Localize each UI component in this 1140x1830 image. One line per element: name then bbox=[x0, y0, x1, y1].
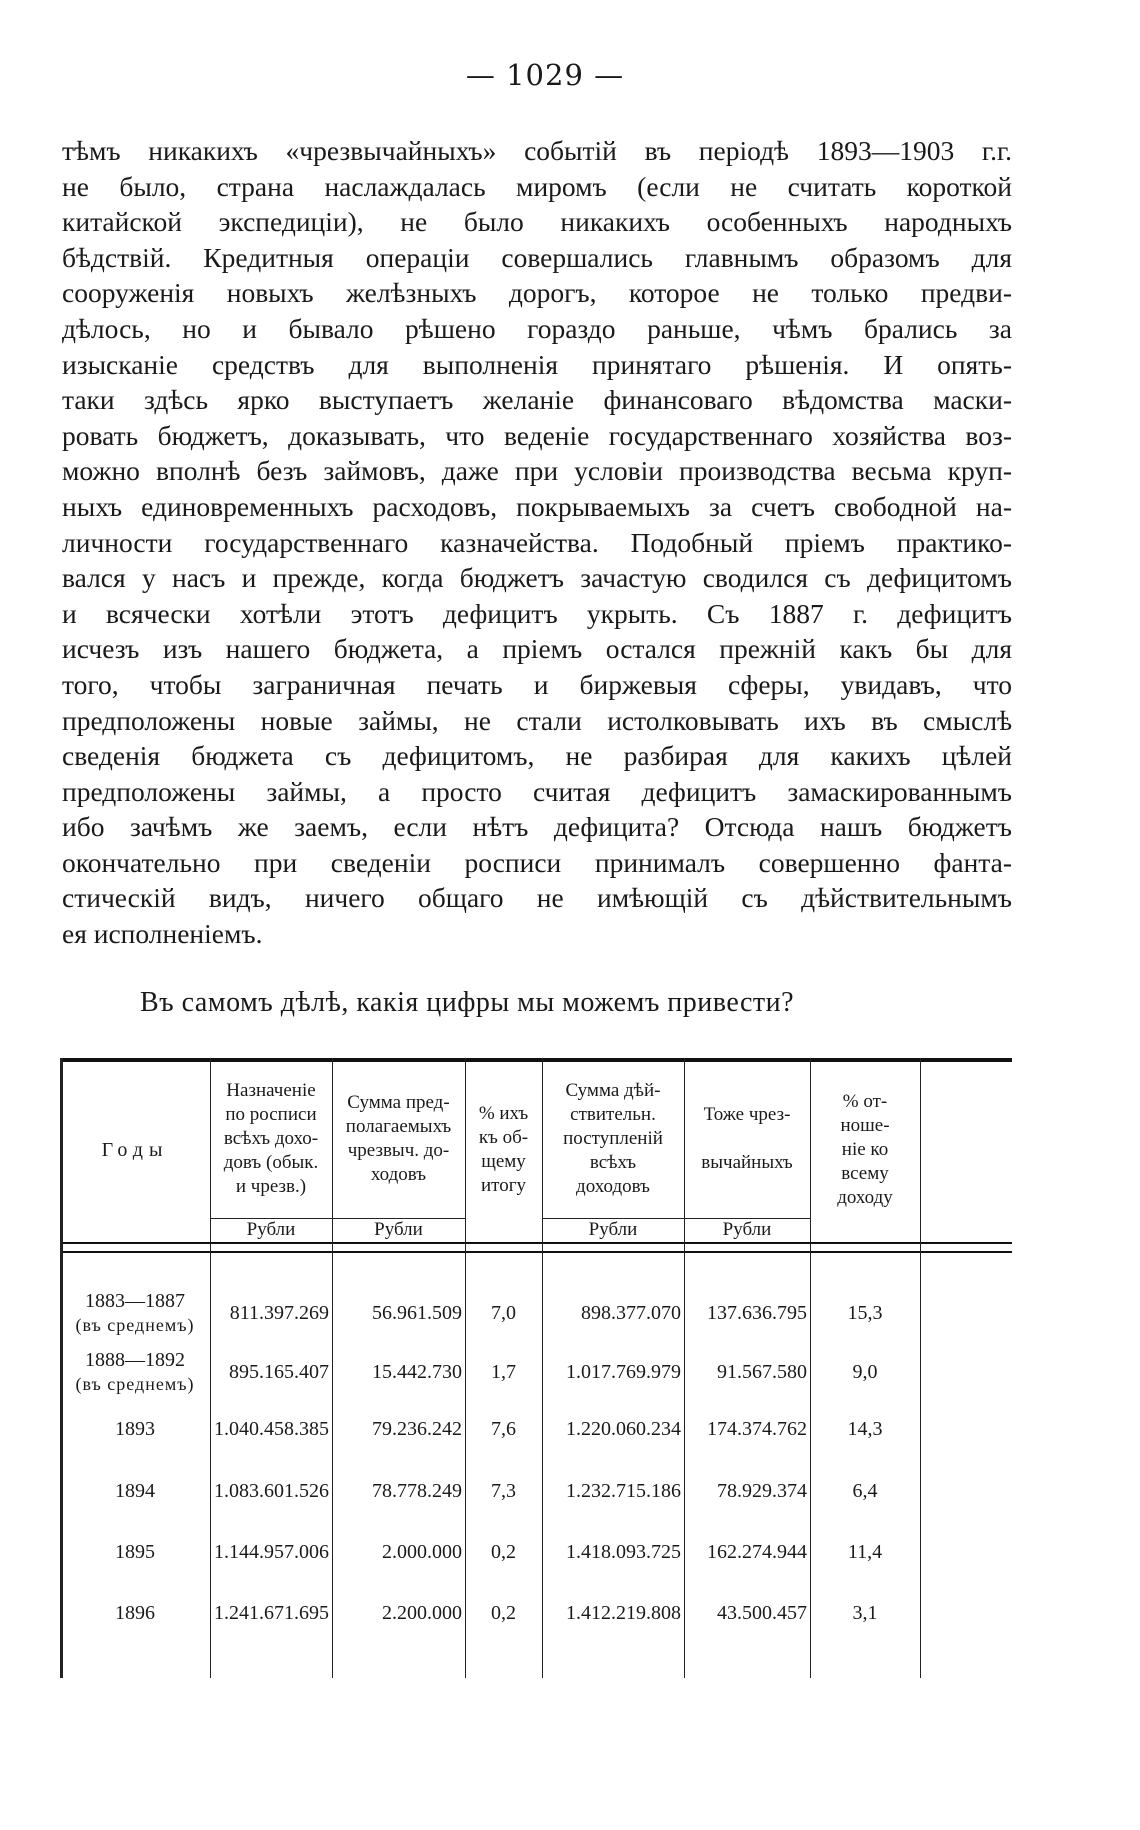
unit-assumed-extra: Рубли bbox=[374, 1219, 423, 1240]
cell-actual: 898.377.070 bbox=[581, 1301, 681, 1324]
text-line: дѣлось, но и бывало рѣшено гораздо раньше, чѣмъ брались за bbox=[62, 312, 1012, 344]
year-label: 1895 bbox=[115, 1541, 155, 1563]
text-line: окончательно при сведеніи росписи принималъ совершенно фанта- bbox=[62, 846, 1012, 878]
cell-year bbox=[60, 1463, 210, 1519]
cell-pct-total: 7,3 bbox=[491, 1479, 516, 1502]
cell-pct-income: 3,1 bbox=[852, 1601, 878, 1624]
table-row bbox=[60, 1585, 1012, 1641]
header-rule bbox=[60, 1242, 1012, 1244]
text-line: ибо зачѣмъ же заемъ, если нѣтъ дефицита? Отсюда нашъ бюджетъ bbox=[62, 811, 1012, 843]
unit-assigned: Рубли bbox=[246, 1219, 296, 1240]
cell-actual: 1.412.219.808 bbox=[566, 1601, 681, 1624]
text-line: ея исполненіемъ. bbox=[62, 918, 263, 950]
header-actual-extra: Тоже чрез- вычайныхъ bbox=[701, 1104, 793, 1173]
text-line: сведенія бюджета съ дефицитомъ, не разбирая для какихъ цѣлей bbox=[62, 740, 1012, 772]
text-line: не было, страна наслаждалась миромъ (если не считать короткой bbox=[62, 170, 1012, 202]
text-line: ровать бюджетъ, доказывать, что веденіе государственнаго хозяйства воз- bbox=[62, 419, 1012, 451]
cell-year bbox=[60, 1585, 210, 1641]
text-line: исчезъ изъ нашего бюджета, а пріемъ остался прежній какъ бы для bbox=[62, 633, 1012, 665]
text-line: ныхъ единовременныхъ расходовъ, покрываемыхъ за счетъ свободной на- bbox=[62, 490, 1012, 522]
cell-year bbox=[60, 1401, 210, 1457]
year-label: 1883—1887 bbox=[85, 1290, 185, 1312]
header-actual: Сумма дѣй- ствительн. поступленій всѣхъ доходовъ bbox=[563, 1080, 663, 1197]
year-label: 1894 bbox=[115, 1480, 155, 1502]
cell-assumed-extra: 2.200.000 bbox=[382, 1601, 462, 1624]
year-note: (въ среднемъ) bbox=[75, 1315, 195, 1335]
text-line: того, чтобы заграничная печать и биржевыя сферы, увидавъ, что bbox=[62, 668, 1012, 700]
cell-assumed-extra: 78.778.249 bbox=[372, 1479, 462, 1502]
cell-pct-income: 9,0 bbox=[852, 1360, 878, 1383]
text-line: изысканіе средствъ для выполненія принятаго рѣшенія. И опять- bbox=[62, 348, 1012, 380]
year-label: 1888—1892 bbox=[85, 1349, 185, 1371]
cell-pct-total: 0,2 bbox=[491, 1540, 516, 1563]
cell-pct-income: 14,3 bbox=[847, 1417, 883, 1440]
cell-actual-extra: 174.374.762 bbox=[707, 1417, 807, 1440]
cell-actual: 1.017.769.979 bbox=[566, 1360, 681, 1383]
cell-actual: 1.220.060.234 bbox=[566, 1417, 681, 1440]
cell-assumed-extra: 56.961.509 bbox=[372, 1301, 462, 1324]
text-line: предположены новые займы, не стали истолковывать ихъ въ смыслѣ bbox=[62, 704, 1012, 736]
cell-actual-extra: 91.567.580 bbox=[717, 1360, 807, 1383]
cell-assigned: 1.241.671.695 bbox=[214, 1601, 329, 1624]
cell-actual-extra: 78.929.374 bbox=[717, 1479, 807, 1502]
unit-actual: Рубли bbox=[588, 1219, 638, 1240]
cell-assumed-extra: 15.442.730 bbox=[372, 1360, 462, 1383]
header-years: Годы bbox=[101, 1139, 169, 1161]
cell-assumed-extra: 2.000.000 bbox=[382, 1540, 462, 1563]
text-line: бѣдствій. Кредитныя операціи совершались главнымъ образомъ для bbox=[62, 241, 1012, 273]
header-pct-income: % от- ноше- ніе ко всему доходу bbox=[837, 1091, 893, 1208]
unit-actual-extra: Рубли bbox=[722, 1219, 772, 1240]
text-line: предположены займы, а просто считая дефицитъ замаскированнымъ bbox=[62, 775, 1012, 807]
cell-pct-total: 7,6 bbox=[491, 1417, 516, 1440]
cell-pct-total: 7,0 bbox=[491, 1301, 516, 1324]
table-row bbox=[60, 1463, 1012, 1519]
header-assumed-extra: Сумма пред- полагаемыхъ чрезвыч. до- ходовъ bbox=[345, 1092, 452, 1185]
cell-actual-extra: 137.636.795 bbox=[707, 1301, 807, 1324]
cell-year bbox=[60, 1285, 210, 1341]
page-number: — 1029 — bbox=[465, 58, 625, 92]
header-rule-double bbox=[60, 1251, 1012, 1253]
text-line: таки здѣсь ярко выступаетъ желаніе финансоваго вѣдомства маски- bbox=[62, 384, 1012, 416]
header-pct-total: % ихъ къ об- щему итогу bbox=[478, 1103, 529, 1196]
text-line: китайской экспедиціи), не было никакихъ особенныхъ народныхъ bbox=[62, 206, 1012, 238]
cell-actual: 1.232.715.186 bbox=[566, 1479, 681, 1502]
cell-assigned: 1.144.957.006 bbox=[214, 1540, 329, 1563]
cell-actual-extra: 43.500.457 bbox=[717, 1601, 807, 1624]
cell-assigned: 811.397.269 bbox=[229, 1301, 329, 1324]
table-intro: Въ самомъ дѣлѣ, какія цифры мы можемъ привести? bbox=[140, 987, 795, 1018]
cell-assigned: 1.083.601.526 bbox=[214, 1479, 329, 1502]
cell-pct-total: 1,7 bbox=[491, 1360, 516, 1383]
cell-pct-income: 15,3 bbox=[847, 1301, 883, 1324]
table-row bbox=[60, 1524, 1012, 1580]
body-paragraph bbox=[62, 133, 1012, 952]
text-line: вался у насъ и прежде, когда бюджетъ зачастую сводился съ дефицитомъ bbox=[62, 562, 1012, 594]
revenue-table bbox=[60, 1058, 1012, 1678]
text-line: личности государственнаго казначейства. Подобный пріемъ практико- bbox=[62, 526, 1012, 558]
text-line: сооруженія новыхъ желѣзныхъ дорогъ, которое не только предви- bbox=[62, 277, 1012, 309]
cell-assumed-extra: 79.236.242 bbox=[372, 1417, 462, 1440]
cell-actual-extra: 162.274.944 bbox=[707, 1540, 807, 1563]
cell-year bbox=[60, 1344, 210, 1400]
cell-actual: 1.418.093.725 bbox=[566, 1540, 681, 1563]
cell-year bbox=[60, 1524, 210, 1580]
cell-pct-income: 6,4 bbox=[852, 1479, 878, 1502]
year-label: 1896 bbox=[115, 1602, 155, 1624]
cell-pct-income: 11,4 bbox=[847, 1540, 883, 1563]
table-row bbox=[60, 1401, 1012, 1457]
header-assigned: Назначеніе по росписи всѣхъ дохо- довъ (обык. и чрезв.) bbox=[223, 1080, 319, 1197]
table-row bbox=[60, 1285, 1012, 1341]
year-note: (въ среднемъ) bbox=[75, 1374, 195, 1394]
cell-assigned: 895.165.407 bbox=[229, 1360, 329, 1383]
text-line: тѣмъ никакихъ «чрезвычайныхъ» событій въ періодѣ 1893—1903 г.г. bbox=[62, 135, 1012, 166]
year-label: 1893 bbox=[115, 1418, 155, 1440]
table-row bbox=[60, 1344, 1012, 1400]
text-line: стическій видъ, ничего общаго не имѣющій съ дѣйствительнымъ bbox=[62, 882, 1012, 914]
cell-pct-total: 0,2 bbox=[491, 1601, 516, 1624]
text-line: можно вполнѣ безъ займовъ, даже при условіи производства весьма круп- bbox=[62, 455, 1012, 487]
cell-assigned: 1.040.458.385 bbox=[214, 1417, 329, 1440]
text-line: и всячески хотѣли этотъ дефицитъ укрыть. Съ 1887 г. дефицитъ bbox=[62, 597, 1012, 629]
